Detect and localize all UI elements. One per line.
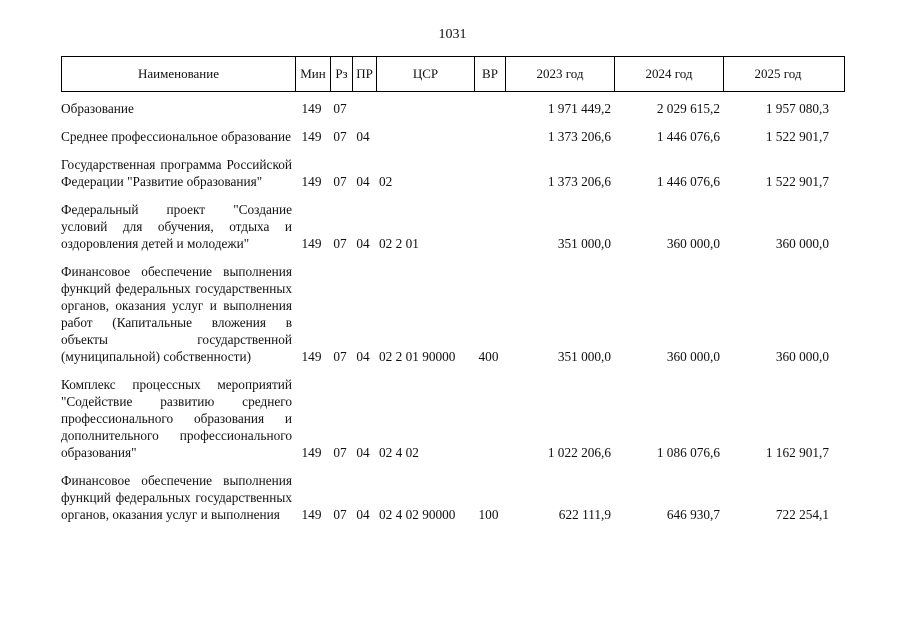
row-rz: 07: [333, 349, 347, 364]
row-min: 149: [301, 445, 322, 460]
row-2024: 360 000,0: [666, 236, 720, 251]
row-name: Среднее профессиональное образование: [61, 129, 291, 144]
row-rz: 07: [333, 101, 347, 116]
table-header: [61, 56, 845, 92]
row-pr: 04: [356, 349, 370, 364]
header-2024: 2024 год: [614, 57, 723, 91]
page-number: 1031: [438, 27, 467, 42]
table-row: [61, 100, 845, 117]
row-pr: 04: [356, 174, 370, 189]
table-row: [61, 263, 845, 365]
row-min: 149: [301, 236, 322, 251]
row-name: Финансовое обеспечение выполнения функций федеральных государственных органов, оказания услуг и выполнения: [61, 473, 292, 522]
row-2024: 360 000,0: [666, 349, 720, 364]
table-body: [61, 100, 845, 534]
header-csr: ЦСР: [376, 57, 474, 91]
header-rz: Рз: [330, 57, 352, 91]
row-2024: 1 086 076,6: [656, 445, 720, 460]
row-rz: 07: [333, 174, 347, 189]
row-name: Федеральный проект "Создание условий для обучения, отдыха и оздоровления детей и молодежи": [61, 202, 292, 251]
row-csr: 02: [379, 174, 393, 189]
row-min: 149: [301, 507, 322, 522]
row-min: 149: [301, 129, 322, 144]
row-2025: 360 000,0: [775, 236, 829, 251]
row-rz: 07: [333, 129, 347, 144]
header-name: Наименование: [138, 66, 219, 81]
row-2025: 1 957 080,3: [765, 101, 829, 116]
row-min: 149: [301, 174, 322, 189]
row-2023: 1 373 206,6: [547, 174, 611, 189]
table-row: [61, 201, 845, 252]
row-2025: 722 254,1: [775, 507, 829, 522]
row-2024: 1 446 076,6: [656, 174, 720, 189]
row-2023: 622 111,9: [558, 507, 611, 522]
row-vr: 400: [478, 349, 499, 364]
row-name: Комплекс процессных мероприятий "Содействие развитию среднего профессионального образования и дополнительного профессионального образования": [61, 377, 292, 460]
row-name: Финансовое обеспечение выполнения функций федеральных государственных органов, оказания услуг и выполнения работ (Капитальные вложения в объекты государственной (муниципальной) собственности): [61, 264, 292, 364]
table-row: [61, 156, 845, 190]
row-2024: 2 029 615,2: [656, 101, 720, 116]
table-row: [61, 472, 845, 523]
header-2023: 2023 год: [505, 57, 614, 91]
row-2023: 1 971 449,2: [547, 101, 611, 116]
table-row: [61, 128, 845, 145]
row-csr: 02 4 02: [379, 445, 419, 460]
row-csr: 02 4 02 90000: [379, 507, 456, 522]
row-2023: 1 022 206,6: [547, 445, 611, 460]
row-min: 149: [301, 101, 322, 116]
row-rz: 07: [333, 236, 347, 251]
row-2025: 1 522 901,7: [765, 174, 829, 189]
row-pr: 04: [356, 507, 370, 522]
row-2025: 1 162 901,7: [765, 445, 829, 460]
row-pr: 04: [356, 236, 370, 251]
row-2024: 646 930,7: [666, 507, 720, 522]
row-2025: 360 000,0: [775, 349, 829, 364]
row-min: 149: [301, 349, 322, 364]
row-name: Государственная программа Российской Федерации "Развитие образования": [61, 157, 292, 189]
row-csr: 02 2 01: [379, 236, 419, 251]
row-2024: 1 446 076,6: [656, 129, 720, 144]
header-vr: ВР: [474, 57, 505, 91]
row-2025: 1 522 901,7: [765, 129, 829, 144]
row-2023: 351 000,0: [557, 236, 611, 251]
row-2023: 1 373 206,6: [547, 129, 611, 144]
row-2023: 351 000,0: [557, 349, 611, 364]
table-row: [61, 376, 845, 461]
header-2025: 2025 год: [723, 57, 832, 91]
row-name: Образование: [61, 101, 134, 116]
row-csr: 02 2 01 90000: [379, 349, 456, 364]
row-rz: 07: [333, 445, 347, 460]
header-pr: ПР: [352, 57, 376, 91]
row-rz: 07: [333, 507, 347, 522]
header-min: Мин: [295, 57, 330, 91]
row-pr: 04: [356, 129, 370, 144]
row-pr: 04: [356, 445, 370, 460]
row-vr: 100: [478, 507, 499, 522]
